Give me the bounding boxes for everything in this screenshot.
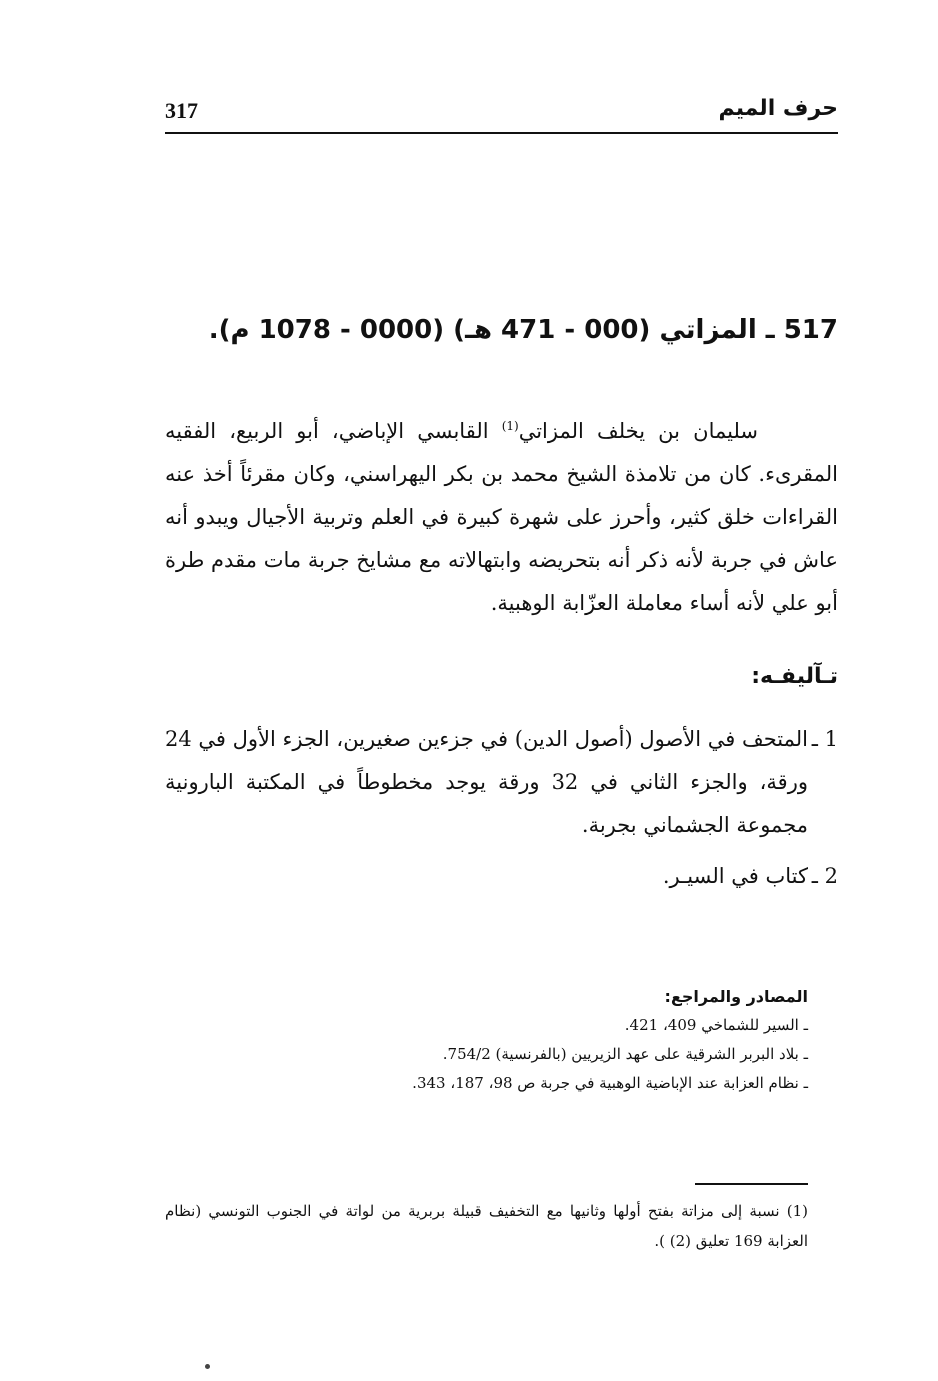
footnote: (1) نسبة إلى مزاتة بفتح أولها وثانيها مع التخفيف قبيلة بربرية من لواتة في الجنوب التونسي (نظام العزابة 169 تعليق (2) ). xyxy=(165,1202,808,1250)
works-item-text: كتاب في السيـر. xyxy=(662,864,808,888)
footnote-separator xyxy=(695,1183,808,1185)
works-list xyxy=(165,718,838,906)
entry-title xyxy=(209,315,838,345)
running-head: حرف الميم xyxy=(718,96,838,121)
works-item-number: 2 ـ xyxy=(811,864,838,888)
entry-title-dates: (000 - 471 هـ) (0000 - 1078 م). xyxy=(208,315,651,345)
sources-title: المصادر والمراجع: xyxy=(664,987,808,1006)
entry-body xyxy=(165,410,838,625)
page-number: 317 xyxy=(165,98,198,123)
source-item: ـ نظام العزابة عند الإباضية الوهبية في جربة ص 98، 187، 343. xyxy=(412,1074,808,1092)
source-item: ـ السير للشماخي 409، 421. xyxy=(624,1016,808,1034)
source-item: ـ بلاد البربر الشرقية على عهد الزيريين (بالفرنسية) 754/2. xyxy=(442,1045,808,1063)
sources-list xyxy=(165,1011,808,1098)
footnote-reference: (1) xyxy=(501,419,519,433)
works-item xyxy=(165,855,838,898)
sources-section xyxy=(165,982,808,1098)
works-item-text: المتحف في الأصول (أصول الدين) في جزءين صغيرين، الجزء الأول في 24 ورقة، والجزء الثاني في 32 ورقة يوجد مخطوطاً في المكتبة البارونية مجموعة الجشماني بجربة. xyxy=(164,727,808,837)
works-heading: تـآليفـه: xyxy=(751,664,838,689)
works-item-number: 1 ـ xyxy=(811,727,838,751)
entry-body-part1: سليمان بن يخلف المزاتي xyxy=(518,419,758,443)
entry-title-number: 517 ـ المزاتي xyxy=(659,315,838,345)
page-header xyxy=(165,96,838,134)
works-item xyxy=(165,718,838,847)
entry-body-part2: القابسي الإباضي، أبو الربيع، الفقيه المقرىء. كان من تلامذة الشيخ محمد بن بكر اليهراسني، وكان مقرئاً أخذ عنه القراءات خلق كثير، وأحرز على شهرة كبيرة في العلم وتربية الأجيال ويبدو أنه عاش في جربة لأنه ذكر أنه بتحريضه وابتهالاته مع مشايخ جربة مات مقدم طرة أبو علي لأنه أساء معاملة العزّابة الوهبية. xyxy=(165,419,838,615)
scan-speck xyxy=(205,1364,210,1369)
